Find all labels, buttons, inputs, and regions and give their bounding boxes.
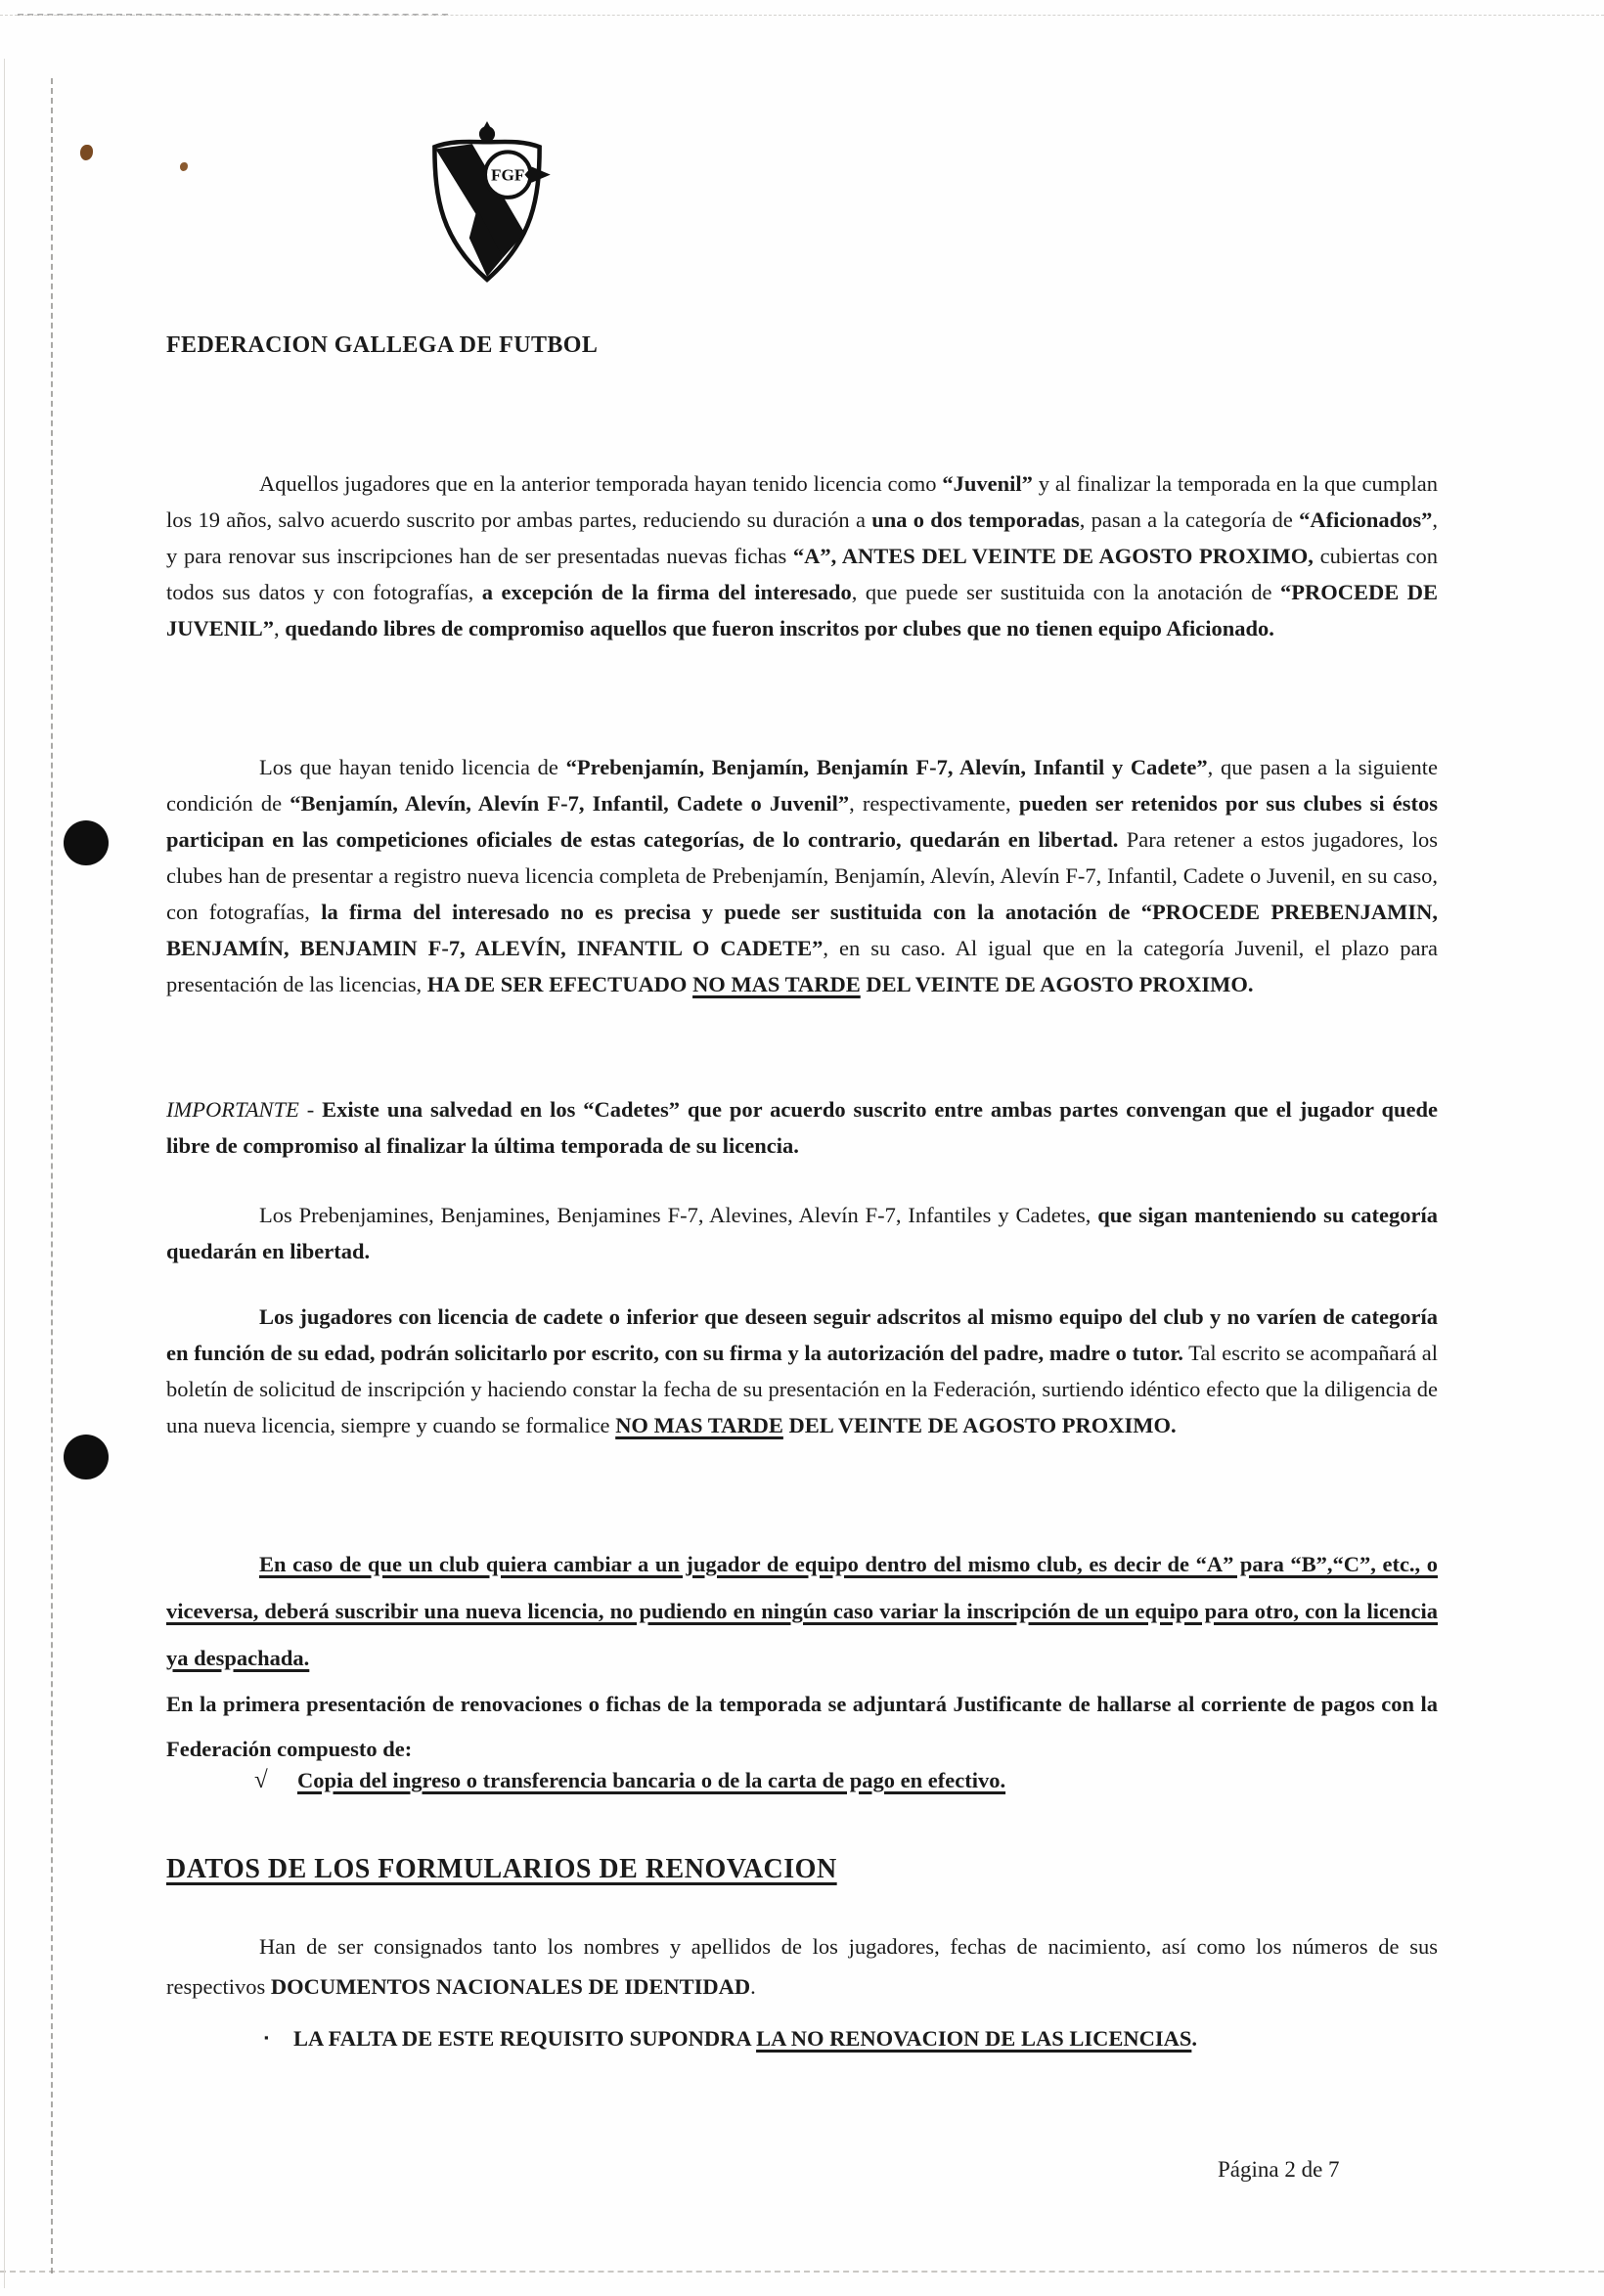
checklist-item-payment-proof bbox=[166, 1762, 1438, 1798]
checklist-item-text: Copia del ingreso o transferencia bancaria o de la carta de pago en efectivo. bbox=[297, 1768, 1006, 1792]
bullet-icon: ▪ bbox=[264, 2030, 269, 2045]
bullet-item-falta-requisito bbox=[166, 2020, 1438, 2059]
bullet-item-text: LA FALTA DE ESTE REQUISITO SUPONDRA LA NO RENOVACION DE LAS LICENCIAS. bbox=[293, 2026, 1197, 2051]
para-first-renewal-justificante: En la primera presentación de renovaciones o fichas de la temporada se adjuntará Justificante de hallarse al corriente de pagos con la Federación compuesto de: bbox=[166, 1692, 1438, 1761]
hole-punch-mark bbox=[64, 820, 109, 865]
para-keep-category-freedom: Los Prebenjamines, Benjamines, Benjamines F-7, Alevines, Alevín F-7, Infantiles y Cadetes, que sigan manteniendo su categoría quedarán en libertad. bbox=[166, 1203, 1438, 1263]
page-number: Página 2 de 7 bbox=[1218, 2157, 1340, 2182]
para-lower-categories-retention: Los que hayan tenido licencia de “Prebenjamín, Benjamín, Benjamín F-7, Alevín, Infantil y Cadete”, que pasen a la siguiente condición de “Benjamín, Alevín, Alevín F-7, Infantil, Cadete o Juvenil”, respectivamente, pueden ser retenidos por sus clubes si éstos participan en las competiciones oficiales de estas categorías, de lo contrario, quedarán en libertad. Para retener a estos jugadores, los clubes han de presentar a registro nueva licencia completa de Prebenjamín, Benjamín, Alevín, Alevín F-7, Infantil, Cadete o Juvenil, en su caso, con fotografías, la firma del interesado no es precisa y puede ser sustituida con la anotación de “PROCEDE PREBENJAMIN, BENJAMÍN, BENJAMIN F-7, ALEVÍN, INFANTIL O CADETE”, en su caso. Al igual que en la categoría Juvenil, el plazo para presentación de las licencias, HA DE SER EFECTUADO NO MAS TARDE DEL VEINTE DE AGOSTO PROXIMO. bbox=[166, 755, 1438, 996]
para-juvenil-to-aficionados: Aquellos jugadores que en la anterior temporada hayan tenido licencia como “Juvenil” y al finalizar la temporada en la que cumplan los 19 años, salvo acuerdo suscrito por ambas partes, reduciendo su duración a una o dos temporadas, pasan a la categoría de “Aficionados”, y para renovar sus inscripciones han de ser presentadas nuevas fichas “A”, ANTES DEL VEINTE DE AGOSTO PROXIMO, cubiertas con todos sus datos y con fotografías, a excepción de la firma del interesado, que puede ser sustituida con la anotación de “PROCEDE DE JUVENIL”, quedando libres de compromiso aquellos que fueron inscritos por clubes que no tienen equipo Aficionado. bbox=[166, 471, 1439, 640]
para-same-team-request: Los jugadores con licencia de cadete o inferior que deseen seguir adscritos al mismo equipo del club y no varíen de categoría en función de su edad, podrán solicitarlo por escrito, con su firma y la autorización del padre, madre o tutor. Tal escrito se acompañará al boletín de solicitud de inscripción y haciendo constar la fecha de su presentación en la Federación, surtiendo idéntico efecto que la diligencia de una nueva licencia, siempre y cuando se formalice NO MAS TARDE DEL VEINTE DE AGOSTO PROXIMO. bbox=[166, 1304, 1438, 1437]
organization-title: FEDERACION GALLEGA DE FUTBOL bbox=[166, 332, 599, 358]
scan-speck bbox=[80, 145, 93, 160]
document-body bbox=[166, 0, 1438, 2296]
hole-punch-mark bbox=[64, 1435, 109, 1479]
checkmark-icon: √ bbox=[254, 1767, 268, 1793]
scan-edge-artifact-left bbox=[51, 78, 53, 2274]
scan-edge-artifact-left-faint bbox=[4, 59, 5, 2288]
crest-monogram: FGF bbox=[491, 165, 525, 185]
section-heading-datos-formularios: DATOS DE LOS FORMULARIOS DE RENOVACION bbox=[166, 1854, 837, 1884]
para-team-change-within-club: En caso de que un club quiera cambiar a un jugador de equipo dentro del mismo club, es decir de “A” para “B”,“C”, etc., o viceversa, deberá suscribir una nueva licencia, no pudiendo en ningún caso variar la inscripción de un equipo para otro, con la licencia ya despachada. bbox=[166, 1552, 1438, 1670]
para-datos-consignados: Han de ser consignados tanto los nombres y apellidos de los jugadores, fechas de nacimiento, así como los números de sus respectivos DOCUMENTOS NACIONALES DE IDENTIDAD. bbox=[166, 1934, 1438, 1999]
para-importante-note: IMPORTANTE - Existe una salvedad en los “Cadetes” que por acuerdo suscrito entre ambas partes convengan que el jugador quede libre de compromiso al finalizar la última temporada de su licencia. bbox=[166, 1097, 1438, 1158]
